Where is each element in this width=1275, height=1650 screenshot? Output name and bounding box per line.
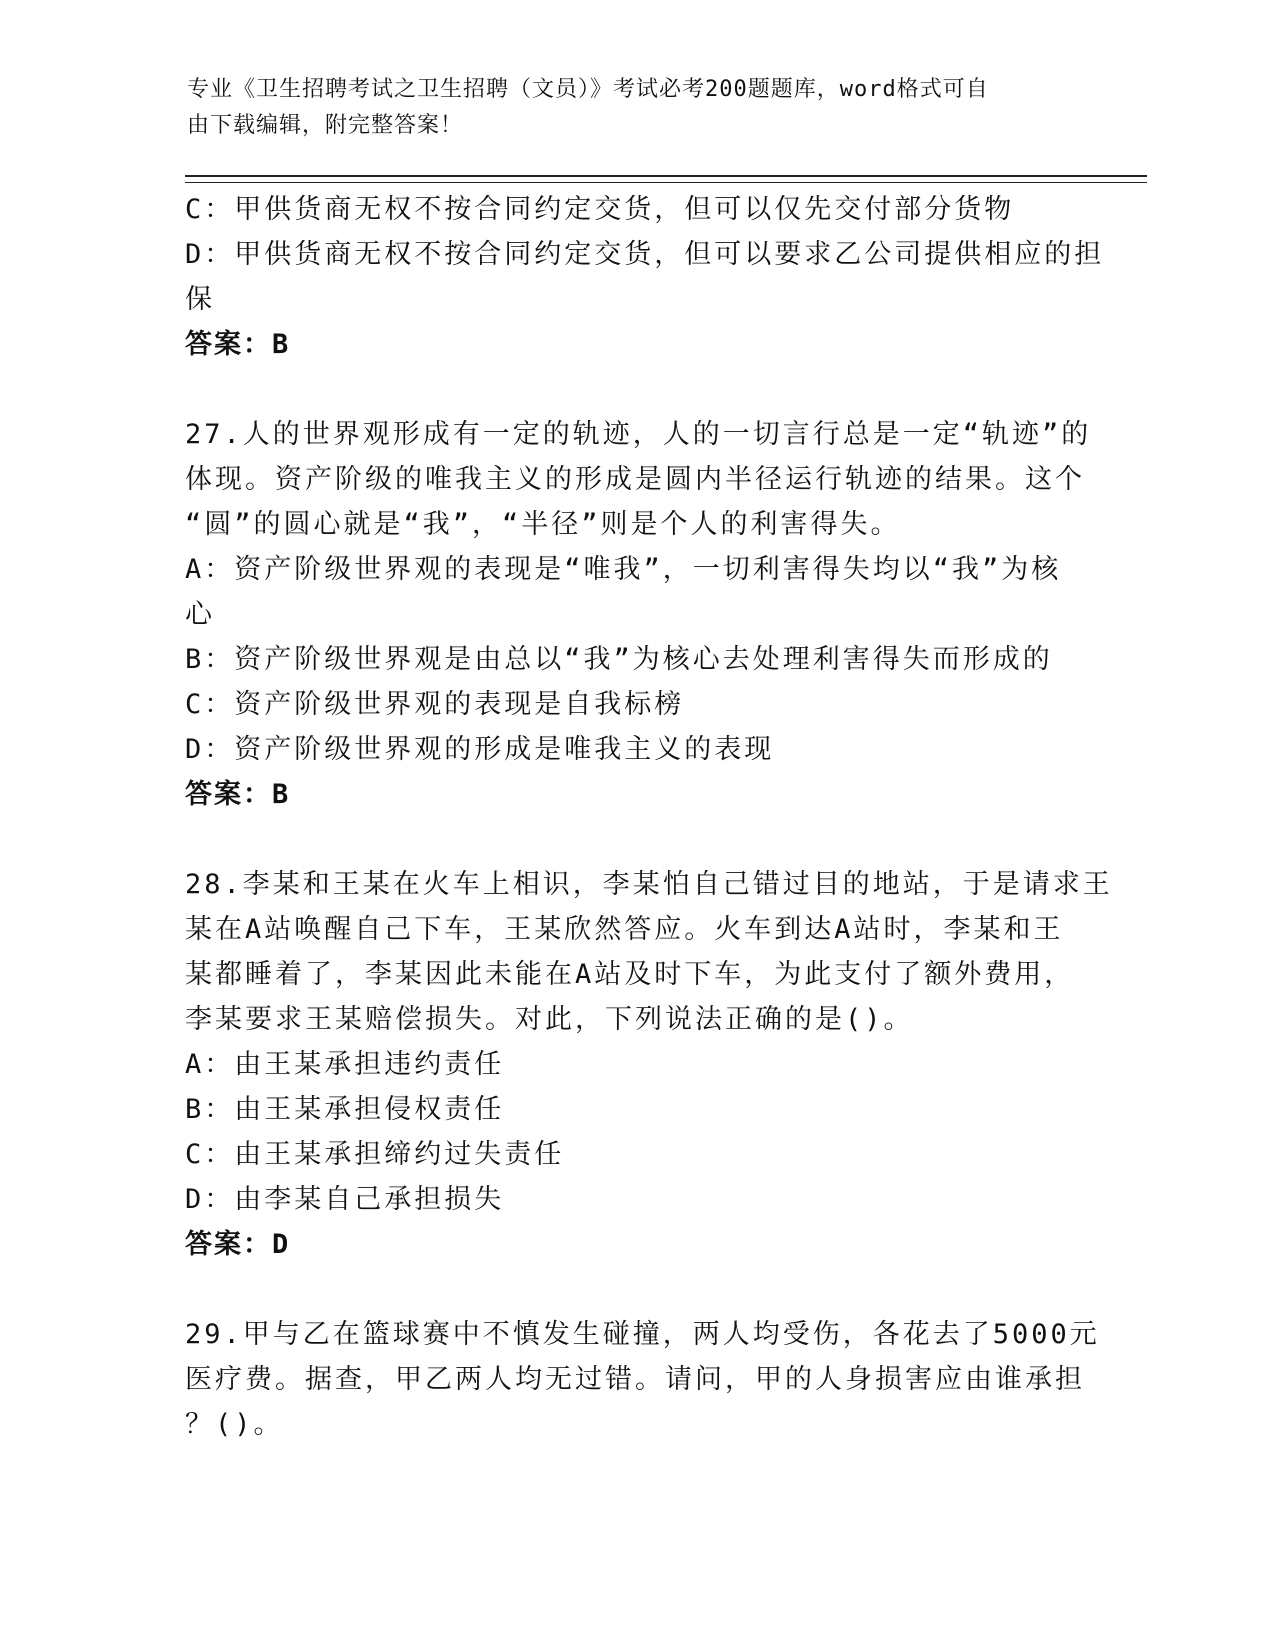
q29-stem-line-1: 29.甲与乙在篮球赛中不慎发生碰撞，两人均受伤，各花去了5000元 xyxy=(185,1319,1100,1350)
q28-stem-line-3: 某都睡着了，李某因此未能在A站及时下车，为此支付了额外费用， xyxy=(185,959,1075,990)
q27-answer: 答案：B xyxy=(185,779,291,810)
document-header xyxy=(187,72,1067,144)
q28-option-b: B：由王某承担侵权责任 xyxy=(185,1094,505,1125)
q26-option-d-line-1: D：甲供货商无权不按合同约定交货，但可以要求乙公司提供相应的担 xyxy=(185,239,1105,270)
q27-option-d: D：资产阶级世界观的形成是唯我主义的表现 xyxy=(185,734,775,765)
q27-stem-line-3: “圆”的圆心就是“我”，“半径”则是个人的利害得失。 xyxy=(185,509,901,540)
q27-option-b: B：资产阶级世界观是由总以“我”为核心去处理利害得失而形成的 xyxy=(185,644,1053,675)
q27-stem-line-2: 体现。资产阶级的唯我主义的形成是圆内半径运行轨迹的结果。这个 xyxy=(185,464,1085,495)
question-content xyxy=(185,187,1113,1447)
q27-stem-line-1: 27.人的世界观形成有一定的轨迹，人的一切言行总是一定“轨迹”的 xyxy=(185,419,1092,450)
spacer xyxy=(185,817,1075,862)
q26-option-c: C：甲供货商无权不按合同约定交货，但可以仅先交付部分货物 xyxy=(185,194,1015,225)
q29-stem-line-3: ？()。 xyxy=(185,1409,284,1440)
q27-option-a-line-2: 心 xyxy=(185,599,215,630)
header-divider-thick xyxy=(185,175,1147,177)
question-27 xyxy=(185,412,1092,817)
q26-option-d-line-2: 保 xyxy=(185,284,215,315)
question-29 xyxy=(185,1312,1100,1447)
q29-stem-line-2: 医疗费。据查，甲乙两人均无过错。请问，甲的人身损害应由谁承担 xyxy=(185,1364,1085,1395)
q28-stem-line-2: 某在A站唤醒自己下车，王某欣然答应。火车到达A站时，李某和王 xyxy=(185,914,1064,945)
header-line-2: 由下载编辑，附完整答案！ xyxy=(187,113,464,138)
q28-stem-line-1: 28.李某和王某在火车上相识，李某怕自己错过目的地站，于是请求王 xyxy=(185,869,1113,900)
question-26-tail xyxy=(185,187,1105,367)
q28-option-a: A：由王某承担违约责任 xyxy=(185,1049,505,1080)
spacer xyxy=(185,367,1075,412)
q27-option-a-line-1: A：资产阶级世界观的表现是“唯我”，一切利害得失均以“我”为核 xyxy=(185,554,1062,585)
question-28 xyxy=(185,862,1113,1267)
q28-option-d: D：由李某自己承担损失 xyxy=(185,1184,505,1215)
spacer xyxy=(185,1267,1075,1312)
q28-option-c: C：由王某承担缔约过失责任 xyxy=(185,1139,565,1170)
q28-stem-line-4: 李某要求王某赔偿损失。对此，下列说法正确的是()。 xyxy=(185,1004,914,1035)
header-line-1: 专业《卫生招聘考试之卫生招聘（文员）》考试必考200题题库，word格式可自 xyxy=(187,77,989,102)
q26-answer: 答案：B xyxy=(185,329,291,360)
q27-option-c: C：资产阶级世界观的表现是自我标榜 xyxy=(185,689,685,720)
q28-answer: 答案：D xyxy=(185,1229,291,1260)
header-divider-thin xyxy=(185,182,1147,183)
